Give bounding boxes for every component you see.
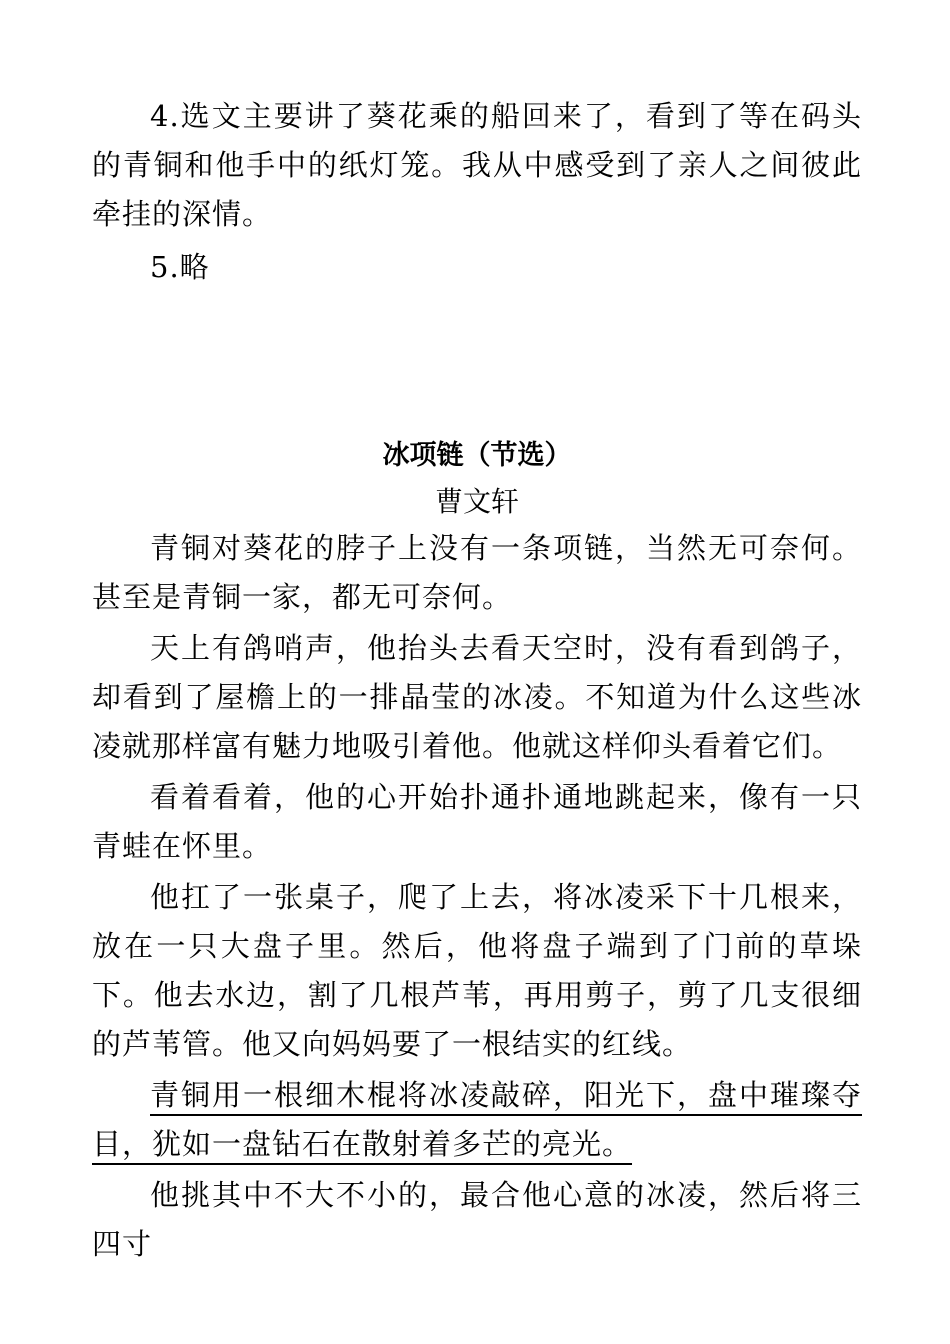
section-gap xyxy=(92,296,862,434)
document-page xyxy=(92,92,862,1271)
answer-section xyxy=(92,92,862,292)
answer-5: 5.略 xyxy=(150,250,210,284)
answer-4: 4.选文主要讲了葵花乘的船回来了，看到了等在码头的青铜和他手中的纸灯笼。我从中感受到了亲人之间彼此牵挂的深情。 xyxy=(92,99,862,231)
article-title: 冰项链（节选） xyxy=(382,440,572,471)
underlined-paragraph xyxy=(92,1071,862,1169)
article-paragraph: 他挑其中不大不小的，最合他心意的冰凌，然后将三四寸 xyxy=(92,1178,862,1261)
article-paragraph: 他扛了一张桌子，爬了上去，将冰凌采下十几根来，放在一只大盘子里。然后，他将盘子端到了门前的草垛下。他去水边，割了几根芦苇，再用剪子，剪了几支很细的芦苇管。他又向妈妈要了一根结实的红线。 xyxy=(92,880,862,1061)
article-paragraph: 青铜对葵花的脖子上没有一条项链，当然无可奈何。甚至是青铜一家，都无可奈何。 xyxy=(92,531,862,614)
article-paragraph: 看着看着，他的心开始扑通扑通地跳起来，像有一只青蛙在怀里。 xyxy=(92,780,862,863)
article xyxy=(92,434,862,1269)
underlined-sentence: 青铜用一根细木棍将冰凌敲碎，阳光下，盘中璀璨夺目，犹如一盘钻石在散射着多芒的亮光。 xyxy=(92,1078,862,1161)
article-author: 曹文轩 xyxy=(434,485,519,518)
article-paragraph: 天上有鸽哨声，他抬头去看天空时，没有看到鸽子，却看到了屋檐上的一排晶莹的冰凌。不知道为什么这些冰凌就那样富有魅力地吸引着他。他就这样仰头看着它们。 xyxy=(92,631,862,763)
